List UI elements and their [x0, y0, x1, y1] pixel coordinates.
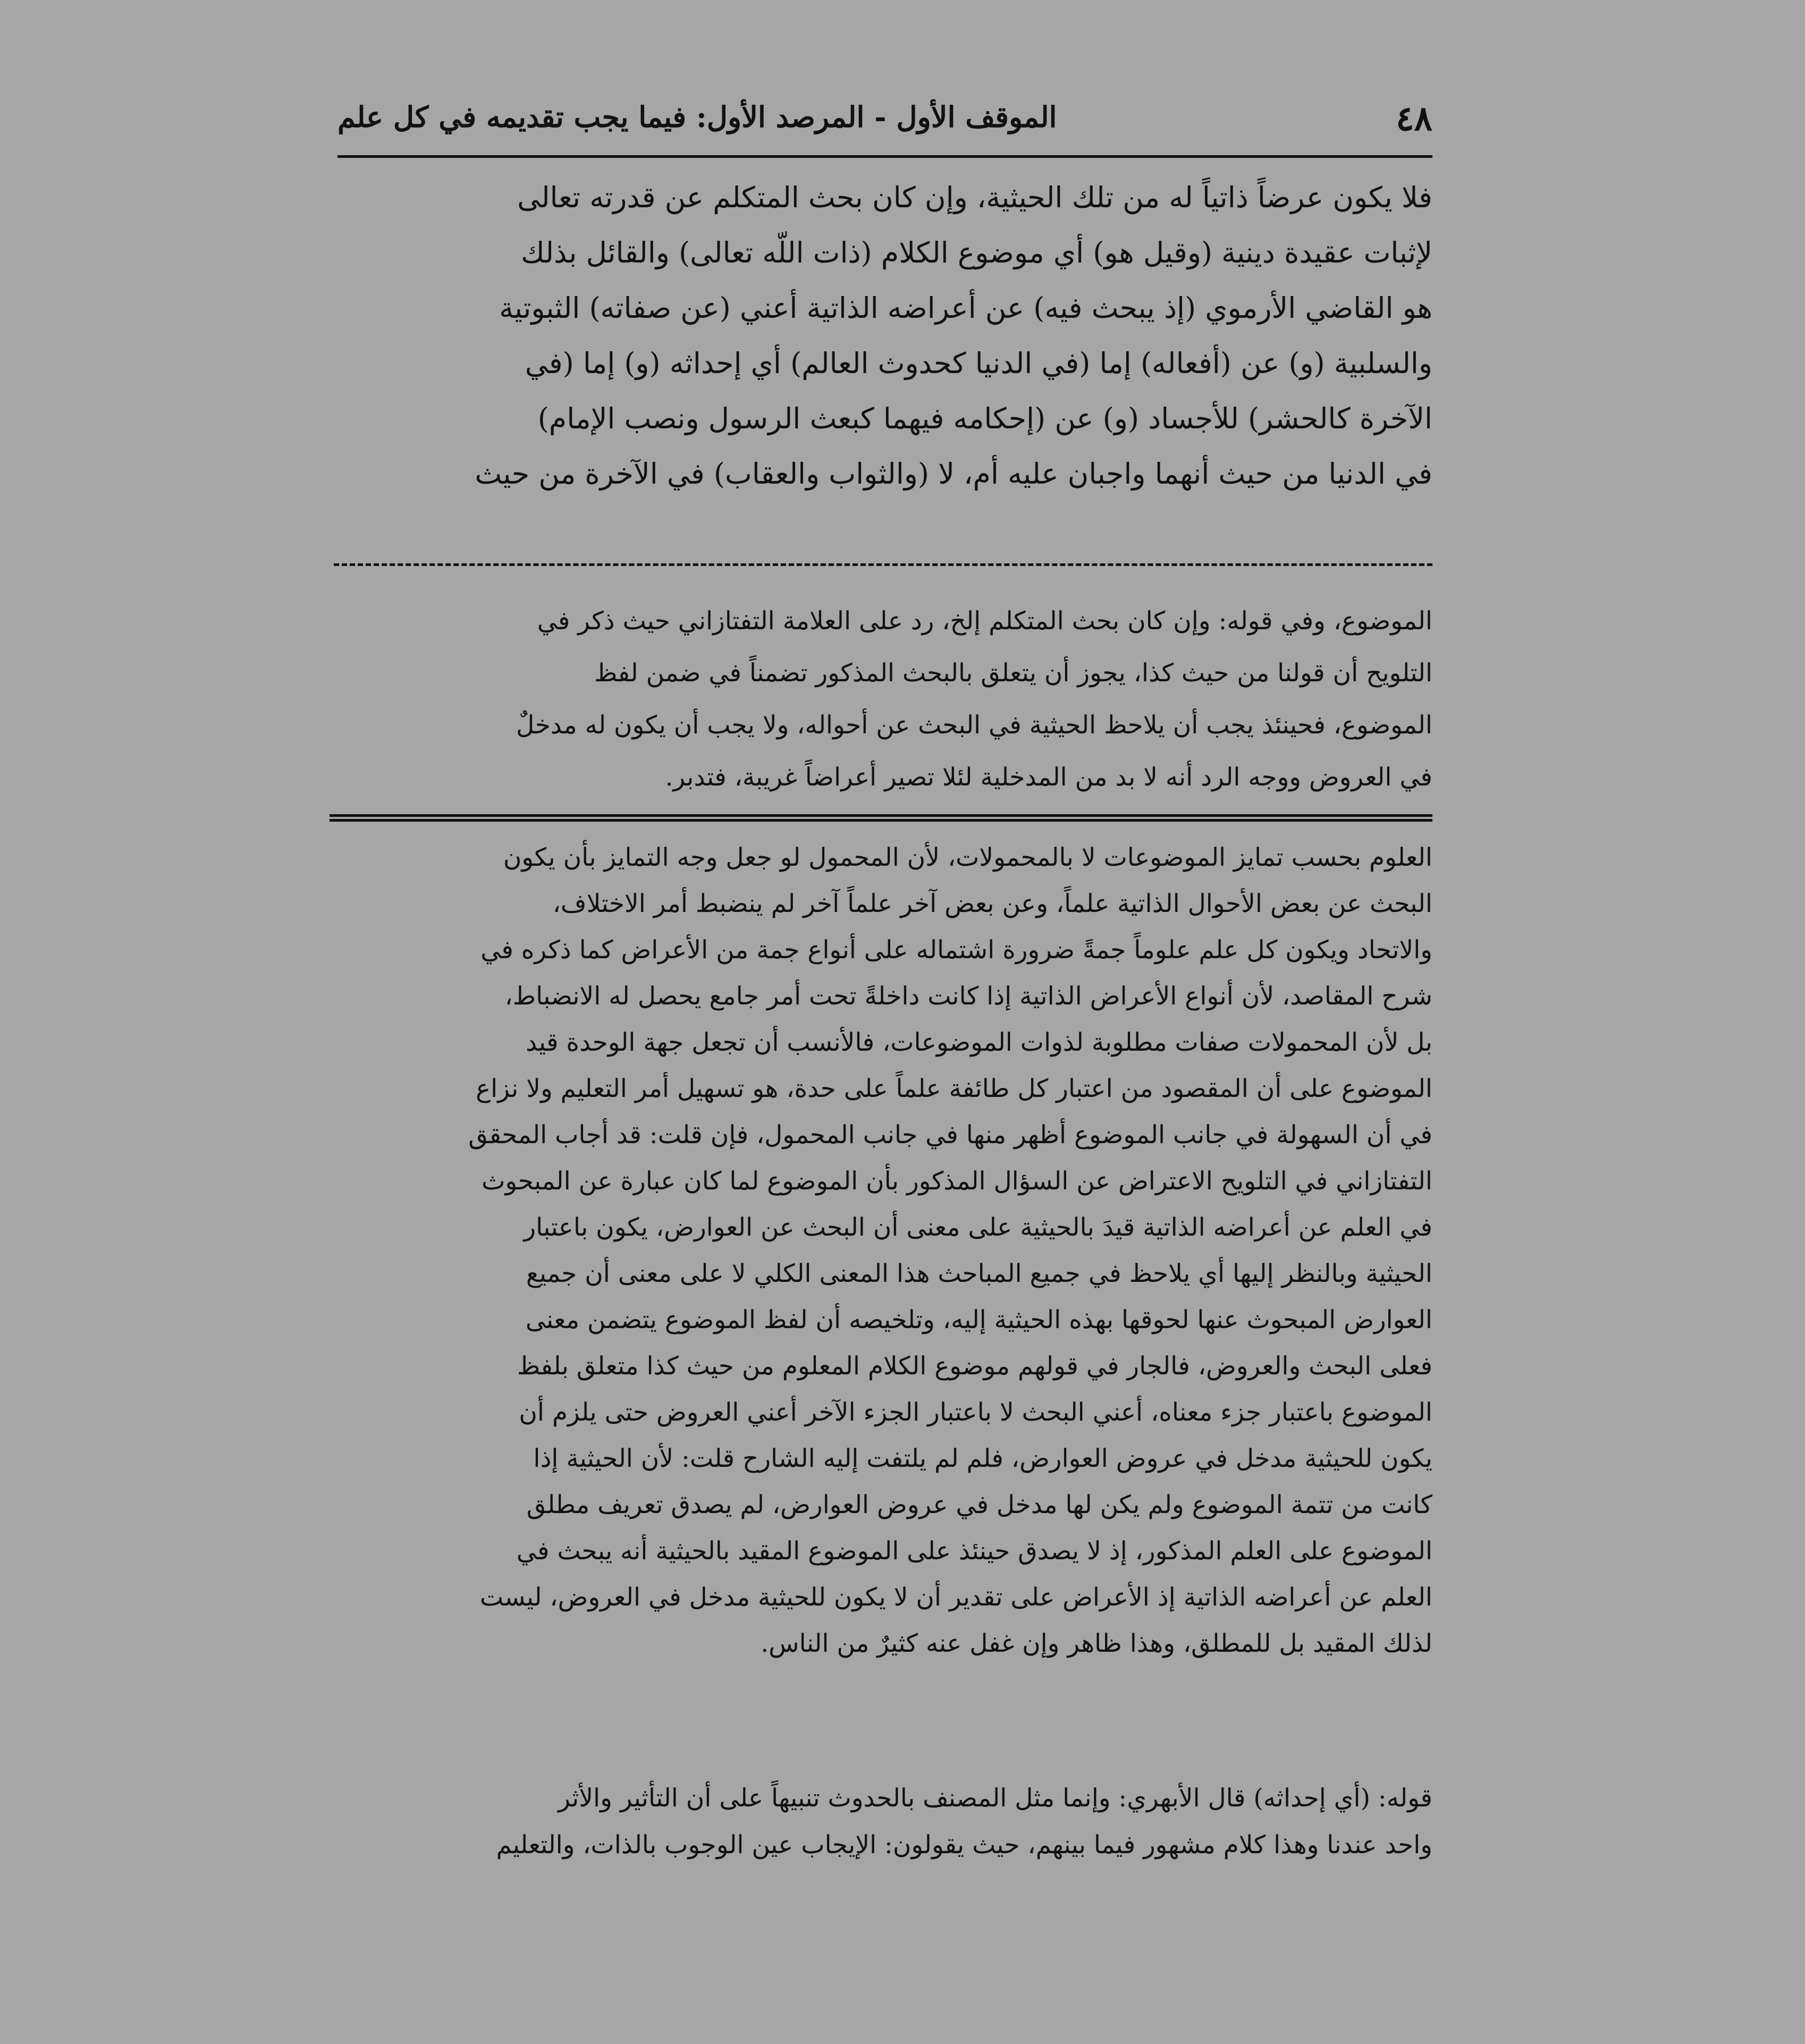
page-header — [330, 96, 1432, 154]
running-title: الموقف الأول - المرصد الأول: فيما يجب تقديمه في كل علم — [338, 100, 1057, 134]
page-number: ٤٨ — [1396, 99, 1432, 139]
commentary-line: لذلك المقيد بل للمطلق، وهذا ظاهر وإن غفل عنه كثيرٌ من الناس. — [761, 1629, 1432, 1658]
main-text-line: فلا يكون عرضاً ذاتياً له من تلك الحيثية، وإن كان بحث المتكلم عن قدرته تعالى — [517, 181, 1432, 214]
commentary-line: الموضوع باعتبار جزء معناه، أعني البحث لا باعتبار الجزء الآخر أعني العروض حتى يلزم أن — [519, 1398, 1432, 1427]
note-line: واحد عندنا وهذا كلام مشهور فيما بينهم، حيث يقولون: الإيجاب عين الوجوب بالذات، والتعليم — [496, 1830, 1432, 1860]
commentary-line: العلوم بحسب تمايز الموضوعات لا بالمحمولات، لأن المحمول لو جعل وجه التمايز بأن يكون — [503, 843, 1432, 872]
main-text — [330, 170, 1432, 502]
main-text-line: الآخرة كالحشر) للأجساد (و) عن (إحكامه فيهما كبعث الرسول ونصب الإمام) — [537, 402, 1432, 435]
commentary-line: بل لأن المحمولات صفات مطلوبة لذوات الموضوعات، فالأنسب أن تجعل جهة الوحدة قيد — [526, 1028, 1432, 1057]
double-rule-separator — [330, 814, 1432, 822]
commentary-line: الموضوع على أن المقصود من اعتبار كل طائفة علماً على حدة، هو تسهيل أمر التعليم ولا نزاع — [476, 1074, 1432, 1103]
commentary-line: في العلم عن أعراضه الذاتية قيدَ بالحيثية على معنى أن البحث عن العوارض، يكون باعتبار — [524, 1213, 1432, 1242]
commentary-line: كانت من تتمة الموضوع ولم يكن لها مدخل في عروض العوارض، لم يصدق تعريف مطلق — [526, 1490, 1432, 1519]
commentary-line: الحيثية وبالنظر إليها أي يلاحظ في جميع المباحث هذا المعنى الكلي لا على معنى أن جميع — [526, 1259, 1432, 1288]
footnote-line: التلويح أن قولنا من حيث كذا، يجوز أن يتعلق بالبحث المذكور تضمناً في ضمن لفظ — [594, 658, 1432, 688]
commentary-line: يكون للحيثية مدخل في عروض العوارض، فلم لم يلتفت إليه الشارح قلت: لأن الحيثية إذا — [533, 1444, 1432, 1473]
commentary-line: العوارض المبحوث عنها لحوقها بهذه الحيثية إليه، وتلخيصه أن لفظ الموضوع يتضمن معنى — [525, 1305, 1432, 1334]
dashed-separator — [334, 563, 1432, 566]
upper-footnote — [330, 595, 1432, 804]
commentary-line: شرح المقاصد، لأن أنواع الأعراض الذاتية إذا كانت داخلةً تحت أمر جامع يحصل له الانضباط، — [504, 982, 1432, 1011]
commentary-line: التفتازاني في التلويح الاعتراض عن السؤال المذكور بأن الموضوع لما كان عبارة عن المبحوث — [482, 1167, 1432, 1196]
main-text-line: لإثبات عقيدة دينية (وقيل هو) أي موضوع الكلام (ذات اللّه تعالى) والقائل بذلك — [521, 236, 1432, 269]
footnote-line: الموضوع، فحينئذ يجب أن يلاحظ الحيثية في البحث عن أحواله، ولا يجب أن يكون له مدخلٌ — [516, 711, 1432, 740]
note-line: قوله: (أي إحداثه) قال الأبهري: وإنما مثل المصنف بالحدوث تنبيهاً على أن التأثير والأثر — [558, 1784, 1432, 1813]
main-text-line: هو القاضي الأرموي (إذ يبحث فيه) عن أعراضه الذاتية أعني (عن صفاته) الثبوتية — [499, 291, 1432, 325]
commentary-line: فعلى البحث والعروض، فالجار في قولهم موضوع الكلام المعلوم من حيث كذا متعلق بلفظ — [517, 1352, 1432, 1381]
commentary-line: في أن السهولة في جانب الموضوع أظهر منها في جانب المحمول، فإن قلت: قد أجاب المحقق — [468, 1120, 1432, 1150]
commentary-line: العلم عن أعراضه الذاتية إذ الأعراض على تقدير أن لا يكون للحيثية مدخل في العروض، ليست — [479, 1583, 1432, 1612]
commentary-line: البحث عن بعض الأحوال الذاتية علماً، وعن بعض آخر علماً آخر لم ينضبط أمر الاختلاف، — [552, 889, 1432, 918]
commentary-line: والاتحاد ويكون كل علم علوماً جمةً ضرورة اشتماله على أنواع جمة من الأعراض كما ذكره في — [480, 935, 1432, 965]
main-text-line: والسلبية (و) عن (أفعاله) إما (في الدنيا كحدوث العالم) أي إحداثه (و) إما (في — [525, 347, 1432, 380]
abhari-note — [330, 1775, 1432, 1869]
commentary-line: الموضوع على العلم المذكور، إذ لا يصدق حينئذ على الموضوع المقيد بالحيثية أنه يبحث في — [516, 1536, 1432, 1566]
book-page — [330, 96, 1432, 1988]
footnote-line: في العروض ووجه الرد أنه لا بد من المدخلية لئلا تصير أعراضاً غريبة، فتدبر. — [665, 763, 1432, 792]
main-text-line: في الدنيا من حيث أنهما واجبان عليه أم، لا (والثواب والعقاب) في الآخرة من حيث — [475, 457, 1432, 491]
footnote-line: الموضوع، وفي قوله: وإن كان بحث المتكلم إلخ، رد على العلامة التفتازاني حيث ذكر في — [537, 606, 1432, 636]
header-rule — [338, 155, 1432, 158]
commentary-text — [330, 834, 1432, 1667]
